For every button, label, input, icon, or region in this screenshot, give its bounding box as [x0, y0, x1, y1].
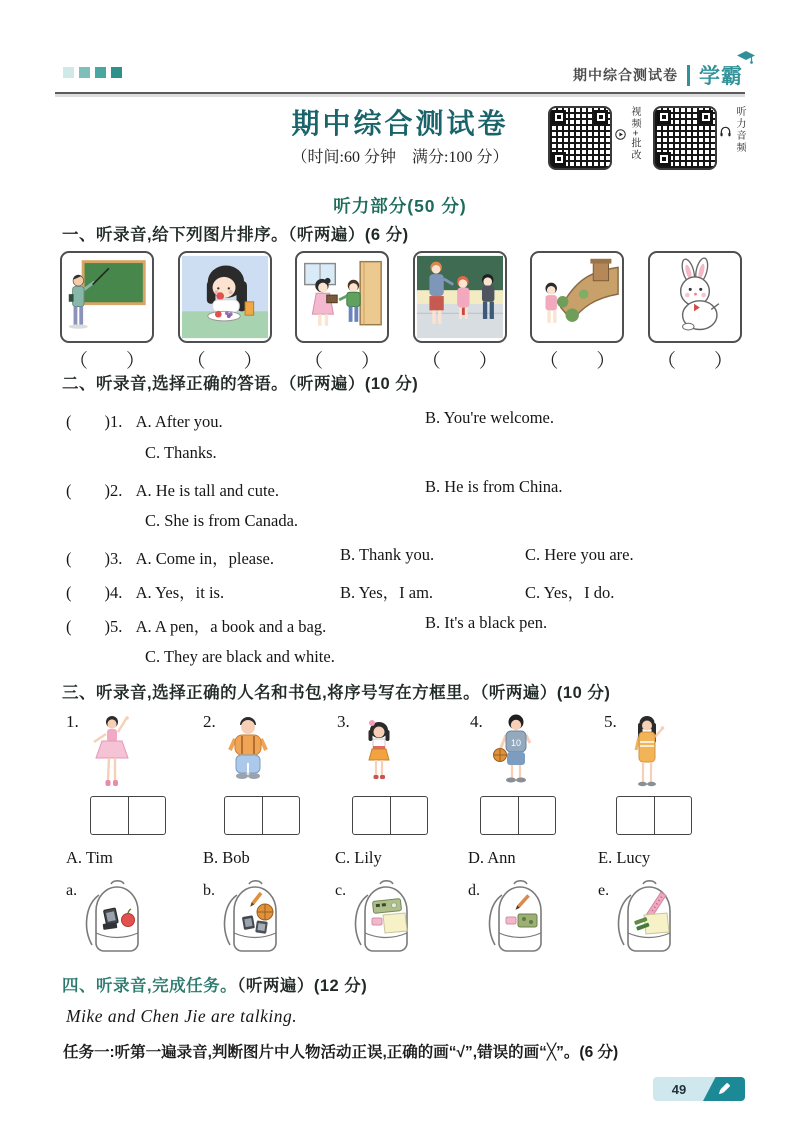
answer-cell[interactable] [129, 797, 166, 834]
picture-teacher-with-students [413, 251, 507, 343]
option-c: C. She is from Canada. [145, 511, 299, 530]
question-row-3 [66, 545, 770, 569]
page-number-badge [653, 1077, 745, 1101]
option-a: A. Come in，please. [135, 549, 274, 568]
question-row-2 [66, 477, 770, 501]
answer-box-1[interactable] [90, 796, 166, 835]
girl-at-great-wall-image [534, 255, 620, 339]
qr-finder [657, 152, 671, 166]
option-c: C. They are black and white. [145, 647, 335, 666]
answer-blank-q1[interactable]: ( )1. [66, 412, 123, 431]
qr-codes [548, 106, 744, 170]
section4-heading-suffix: （听两遍）(12 分) [237, 977, 368, 995]
answer-parentheses[interactable]: （ ） [539, 351, 616, 372]
backpack-books-apple-image [81, 874, 153, 958]
qr-video-label-block [615, 106, 639, 162]
header-brand [573, 60, 743, 90]
section1-item-1 [60, 251, 154, 373]
option-b: B. You're welcome. [425, 408, 555, 427]
question-row-5c [66, 647, 770, 667]
bag-label: c. [335, 882, 347, 899]
answer-parentheses[interactable]: （ ） [68, 351, 145, 372]
bag-item-d [468, 874, 556, 958]
bag-label: b. [203, 882, 215, 899]
white-rabbit-image [652, 255, 738, 339]
listening-part-header: 听力部分(50 分) [333, 196, 467, 216]
section1-item-2 [178, 251, 272, 373]
page-subtitle: （时间:60 分钟 满分:100 分） [291, 149, 509, 166]
figure-number: 5. [604, 712, 617, 731]
header-accent-squares [63, 67, 122, 78]
teacher-at-blackboard-image [64, 255, 150, 339]
section3-heading: 三、听录音,选择正确的人名和书包,将序号写在方框里。（听两遍）(10 分) [62, 684, 611, 702]
qr-code-video [548, 106, 612, 170]
qr-finder [594, 110, 608, 124]
answer-parentheses[interactable]: （ ） [186, 351, 263, 372]
option-a: A. He is tall and cute. [135, 481, 280, 500]
option-b: B. Thank you. [340, 545, 435, 564]
figure-item-1 [66, 712, 138, 790]
section4-heading-main: 四、听录音,完成任务。 [62, 977, 238, 995]
answer-cell[interactable] [481, 797, 519, 834]
section1-item-5 [530, 251, 624, 373]
name-option-e: E. Lucy [598, 848, 651, 867]
qr-video-unit [548, 106, 639, 170]
picture-girl-at-great-wall [530, 251, 624, 343]
name-option-b: B. Bob [203, 848, 250, 867]
accent-square [111, 67, 122, 78]
bag-item-c [335, 874, 422, 958]
section1-item-4 [413, 251, 507, 373]
backpack-pencil-eraser-box-image [484, 874, 556, 958]
answer-cell[interactable] [655, 797, 692, 834]
accent-square [79, 67, 90, 78]
question-row-2c [66, 511, 770, 531]
answer-cell[interactable] [353, 797, 391, 834]
brand-text: 学霸 [699, 65, 743, 88]
qr-finder [657, 110, 671, 124]
answer-parentheses[interactable]: （ ） [656, 351, 733, 372]
picture-teacher-at-blackboard [60, 251, 154, 343]
qr-audio-label: 听力音频 [734, 106, 745, 154]
bag-label: a. [66, 882, 78, 899]
graduation-cap-icon [737, 51, 755, 65]
figure-item-4 [470, 712, 540, 786]
answer-cell[interactable] [519, 797, 556, 834]
brand-logo [699, 60, 743, 90]
section1-image-row [60, 251, 742, 373]
pencil-icon [703, 1077, 745, 1101]
bag-label: e. [598, 882, 610, 899]
girl-giving-gift-image [299, 255, 385, 339]
tall-girl-waving-figure [624, 712, 670, 790]
figure-number: 2. [203, 712, 216, 731]
qr-finder [699, 110, 713, 124]
boy-with-basketball-figure [490, 712, 540, 786]
answer-blank-q3[interactable]: ( )3. [66, 549, 123, 568]
section1-item-3 [295, 251, 389, 373]
question-row-5 [66, 613, 770, 637]
section4-heading [62, 972, 367, 996]
chubby-boy-figure [223, 712, 273, 784]
figure-number: 1. [66, 712, 79, 731]
option-a: A. A pen，a book and a bag. [135, 617, 327, 636]
page-number: 49 [671, 1081, 687, 1097]
question-row-4 [66, 579, 770, 603]
answer-blank-q2[interactable]: ( )2. [66, 481, 123, 500]
option-c: C. Yes，I do. [525, 583, 615, 602]
qr-video-label: 视频+批改 [629, 106, 640, 162]
bag-item-a [66, 874, 153, 958]
teacher-with-students-image [417, 255, 503, 339]
picture-girl-giving-gift [295, 251, 389, 343]
picture-girl-eating-fruit [178, 251, 272, 343]
option-a: A. Yes，it is. [135, 583, 225, 602]
svg-text:10: 10 [510, 738, 521, 748]
bag-item-b [203, 874, 291, 958]
answer-box-3[interactable] [352, 796, 428, 835]
name-option-c: C. Lily [335, 848, 382, 867]
answer-cell[interactable] [263, 797, 300, 834]
answer-cell[interactable] [617, 797, 655, 834]
answer-parentheses[interactable]: （ ） [304, 351, 381, 372]
name-option-d: D. Ann [468, 848, 516, 867]
accent-square [95, 67, 106, 78]
option-c: C. Thanks. [145, 443, 217, 462]
answer-cell[interactable] [391, 797, 428, 834]
backpack-pencilcase-paper-eraser-image [350, 874, 422, 958]
header-divider-bar [687, 65, 690, 86]
answer-box-5[interactable] [616, 796, 692, 835]
header-doc-label: 期中综合测试卷 [573, 67, 678, 83]
girl-eating-fruit-image [182, 255, 268, 339]
small-girl-with-flower-figure [357, 712, 401, 786]
answer-box-2[interactable] [224, 796, 300, 835]
figure-number: 3. [337, 712, 350, 731]
answer-cell[interactable] [225, 797, 263, 834]
backpack-ruler-paper-crayons-image [613, 874, 685, 958]
answer-cell[interactable] [91, 797, 129, 834]
accent-square [63, 67, 74, 78]
section1-item-6 [648, 251, 742, 373]
page-title: 期中综合测试卷 [291, 108, 509, 139]
option-a: A. After you. [135, 412, 223, 431]
answer-parentheses[interactable]: （ ） [421, 351, 498, 372]
figure-item-3 [337, 712, 401, 786]
page-header [55, 58, 745, 94]
play-icon [615, 129, 626, 140]
answer-box-4[interactable] [480, 796, 556, 835]
qr-finder [552, 110, 566, 124]
ballerina-girl-figure [86, 712, 138, 790]
bag-label: d. [468, 882, 480, 899]
option-c: C. Here you are. [525, 545, 634, 564]
headphones-icon [720, 126, 731, 137]
task1-instructions: 任务一:听第一遍录音,判断图片中人物活动正误,正确的画“√”,错误的画“╳”。(6 分) [63, 1044, 619, 1061]
backpack-pencil-basketball-books-image [219, 874, 291, 958]
answer-blank-q5[interactable]: ( )5. [66, 617, 123, 636]
section2-heading: 二、听录音,选择正确的答语。（听两遍）(10 分) [62, 375, 419, 393]
figure-item-5 [604, 712, 670, 790]
option-b: B. It's a black pen. [425, 613, 548, 632]
figure-number: 4. [470, 712, 483, 731]
dialogue-intro-line: Mike and Chen Jie are talking. [66, 1006, 298, 1026]
qr-code-audio [653, 106, 717, 170]
option-b: B. He is from China. [425, 477, 563, 496]
qr-audio-label-block [720, 106, 744, 154]
picture-white-rabbit [648, 251, 742, 343]
section1-heading: 一、听录音,给下列图片排序。（听两遍）(6 分) [62, 226, 409, 244]
question-row-1 [66, 408, 770, 432]
option-b: B. Yes，I am. [340, 583, 434, 602]
qr-finder [552, 152, 566, 166]
qr-audio-unit [653, 106, 744, 170]
name-option-a: A. Tim [66, 848, 113, 867]
answer-blank-q4[interactable]: ( )4. [66, 583, 123, 602]
figure-item-2 [203, 712, 273, 784]
bag-item-e [598, 874, 685, 958]
question-row-1c [66, 443, 770, 463]
